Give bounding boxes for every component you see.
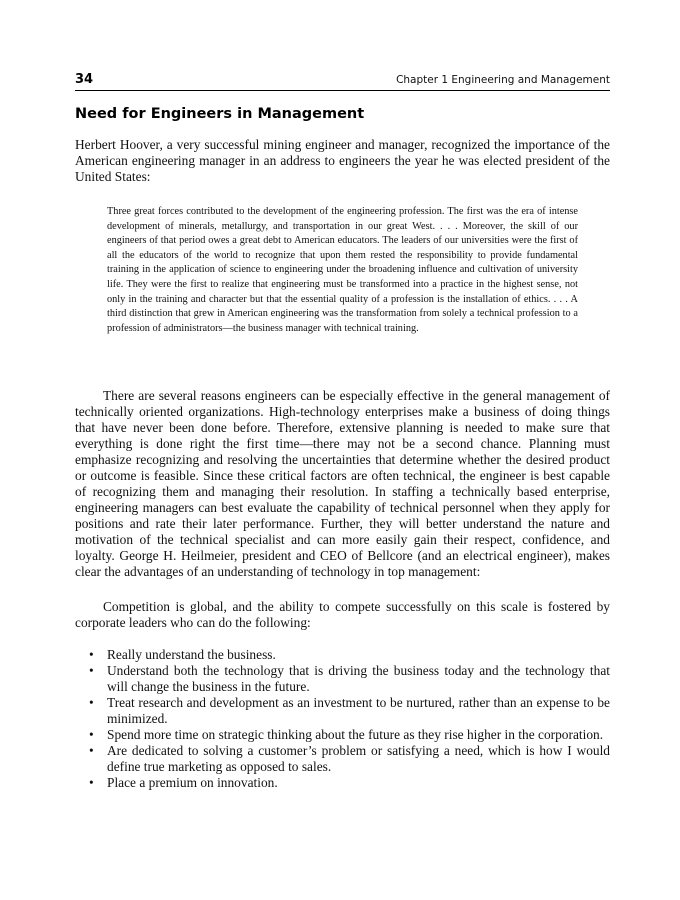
list-item-text: Place a premium on innovation. — [107, 775, 278, 790]
list-item — [75, 663, 610, 695]
bullet-list — [75, 647, 610, 791]
body-paragraph: Competition is global, and the ability to compete successfully on this scale is fostered by corporate leaders who can do the following: — [75, 599, 610, 630]
bullet-icon: • — [89, 647, 94, 662]
list-item — [75, 743, 610, 775]
bullet-icon: • — [89, 663, 94, 678]
bullet-icon: • — [89, 775, 94, 790]
list-item — [75, 727, 610, 743]
list-item-text: Treat research and development as an investment to be nurtured, rather than an expense to be minimized. — [107, 695, 610, 726]
bullet-icon: • — [89, 727, 94, 742]
body-paragraph: There are several reasons engineers can be especially effective in the general management of technically oriented organizations. High-technology enterprises make a business of doing things that have never been done before. Therefore, extensive planning is needed to make sure that everything is done right the first time—there may not be a second chance. Planning must emphasize recognizing and resolving the uncertainties that determine whether the desired product or outcome is feasible. Since these critical factors are often technical, the engineer is best capable of recognizing them and managing their resolution. In staffing a technically based enterprise, engineering managers can best evaluate the capability of technical personnel when they apply for positions and rate their later performance. Further, they will better understand the nature and motivation of the technical specialist and can more easily gain their respect, confidence, and loyalty. George H. Heilmeier, president and CEO of Bellcore (and an electrical engineer), makes clear the advantages of an understanding of technology in top management: — [75, 388, 610, 579]
running-head: Chapter 1 Engineering and Management — [396, 74, 610, 86]
list-item — [75, 647, 610, 663]
list-item-text: Really understand the business. — [107, 647, 276, 662]
list-item — [75, 775, 610, 791]
list-item — [75, 695, 610, 727]
block-quote: Three great forces contributed to the development of the engineering profession. The first was the era of intense development of minerals, metallurgy, and transportation in our great West. . . . Moreover, the skill of our engineers of that period owes a great debt to American educators. The leaders of our universities were the first of all the educators of the world to recognize that upon them rested the responsibility to provide fundamental training in the application of science to engineering under the broadening influence and cultivation of university life. They were the first to realize that engineering must be transformed into a practice in the highest sense, not only in the training and character but that the essential quality of a profession is the installation of ethics. . . . A third distinction that grew in American engineering was the transformation from solely a technical profession to a profession of administrators—the business manager with technical training. — [107, 206, 578, 334]
bullet-icon: • — [89, 695, 94, 710]
section-title: Need for Engineers in Management — [75, 106, 365, 122]
intro-paragraph: Herbert Hoover, a very successful mining engineer and manager, recognized the importance of the American engineering manager in an address to engineers the year he was elected president of the United States: — [75, 137, 610, 184]
list-item-text: Are dedicated to solving a customer’s problem or satisfying a need, which is how I would define true marketing as opposed to sales. — [107, 743, 610, 774]
list-item-text: Understand both the technology that is driving the business today and the technology that will change the business in the future. — [107, 663, 610, 694]
list-item-text: Spend more time on strategic thinking about the future as they rise higher in the corporation. — [107, 727, 604, 742]
page-header — [75, 72, 610, 91]
page-number: 34 — [75, 72, 94, 87]
bullet-icon: • — [89, 743, 94, 758]
